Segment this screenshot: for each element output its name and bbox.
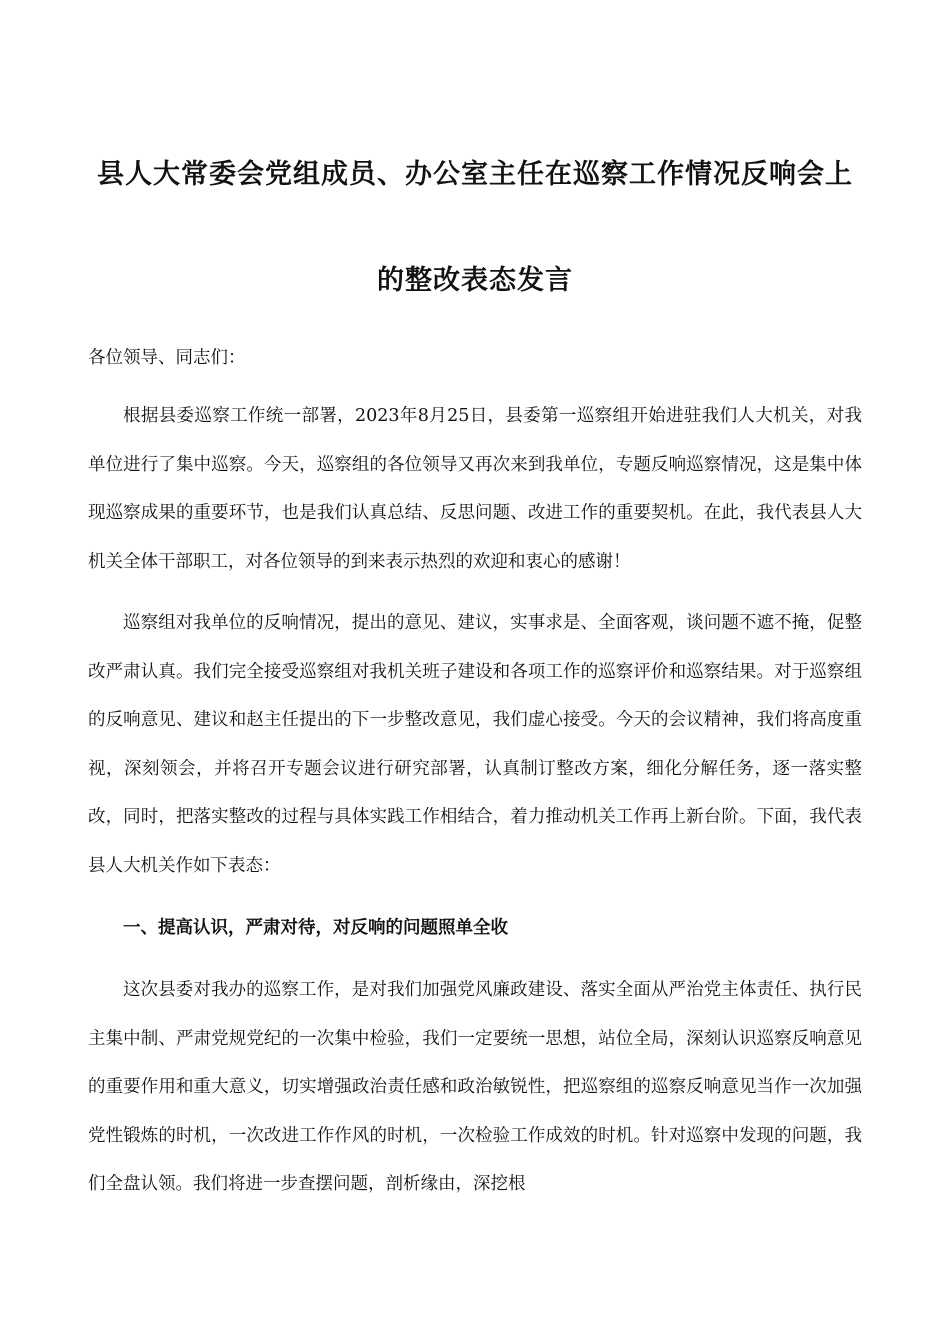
paragraph-2: 巡察组对我单位的反响情况，提出的意见、建议，实事求是、全面客观，谈问题不遮不掩，促整改严肃认真。我们完全接受巡察组对我机关班子建设和各项工作的巡察评价和巡察结果。对于巡察组的反响意见、建议和赵主任提出的下一步整改意见，我们虚心接受。今天的会议精神，我们将高度重视，深刻领会，并将召开专题会议进行研究部署，认真制订整改方案，细化分解任务，逐一落实整改，同时，把落实整改的过程与具体实践工作相结合，着力推动机关工作再上新台阶。下面，我代表县人大机关作如下表态： [88, 613, 862, 876]
salutation: 各位领导、同志们： [88, 348, 246, 368]
document-title-line-1: 县人大常委会党组成员、办公室主任在巡察工作情况反响会上 [97, 159, 853, 190]
paragraph-1: 根据县委巡察工作统一部署，2023年8月25日，县委第一巡察组开始进驻我们人大机关，对我单位进行了集中巡察。今天，巡察组的各位领导又再次来到我单位，专题反响巡察情况，这是集中体现巡察成果的重要环节，也是我们认真总结、反思问题、改进工作的重要契机。在此，我代表县人大机关全体干部职工，对各位领导的到来表示热烈的欢迎和衷心的感谢！ [88, 406, 862, 572]
section-heading-1: 一、提高认识，严肃对待，对反响的问题照单全收 [123, 918, 508, 938]
section-1-paragraph: 这次县委对我办的巡察工作，是对我们加强党风廉政建设、落实全面从严治党主体责任、执行民主集中制、严肃党规党纪的一次集中检验，我们一定要统一思想，站位全局，深刻认识巡察反响意见的重要作用和重大意义，切实增强政治责任感和政治敏锐性，把巡察组的巡察反响意见当作一次加强党性锻炼的时机，一次改进工作作风的时机，一次检验工作成效的时机。针对巡察中发现的问题，我们全盘认领。我们将进一步查摆问题，剖析缘由，深挖根 [88, 980, 862, 1194]
document-title-line-2: 的整改表态发言 [377, 265, 573, 296]
